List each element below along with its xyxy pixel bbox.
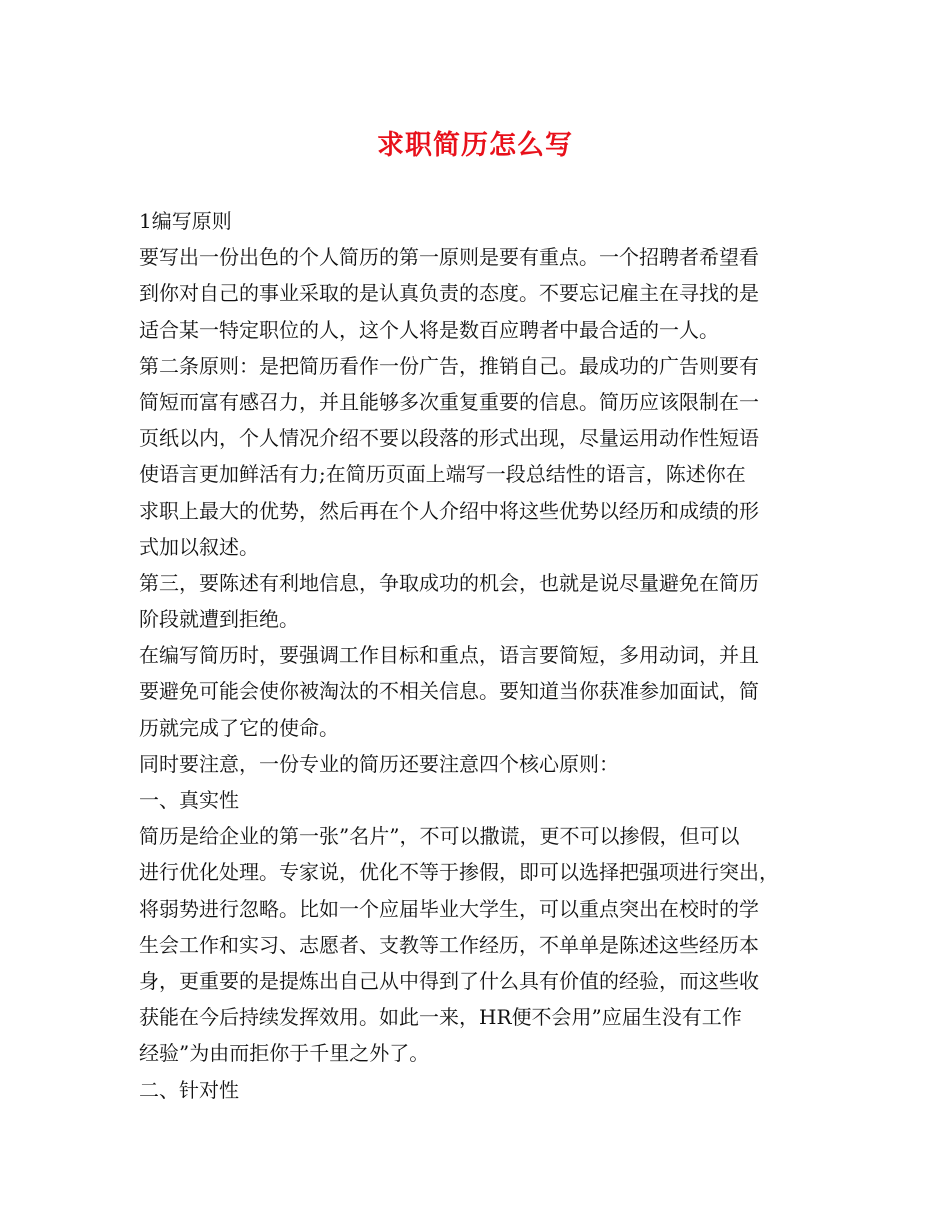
text-line: 要避免可能会使你被淘汰的不相关信息。要知道当你获准参加面试，简 [139,679,759,704]
text-line: 获能在今后持续发挥效用。如此一来，HR便不会用”应届生没有工作 [139,1005,742,1030]
text-line: 阶段就遭到拒绝。 [139,607,299,632]
text-line: 第三，要陈述有利地信息，争取成功的机会，也就是说尽量避免在简历 [139,570,759,595]
text-line: 到你对自己的事业采取的是认真负责的态度。不要忘记雇主在寻找的是 [139,281,759,306]
section-heading: 一、真实性 [139,788,239,812]
text-line: 1编写原则 [139,209,232,233]
text-line: 经验”为由而拒你于千里之外了。 [139,1041,430,1066]
text-line: 同时要注意，一份专业的简历还要注意四个核心原则： [139,751,619,776]
text-line: 页纸以内，个人情况介绍不要以段落的形式出现，尽量运用动作性短语 [139,426,759,451]
document-title: 求职简历怎么写 [377,130,573,161]
text-line: 将弱势进行忽略。比如一个应届毕业大学生，可以重点突出在校时的学 [139,896,759,921]
text-line: 第二条原则：是把简历看作一份广告，推销自己。最成功的广告则要有 [139,353,759,378]
text-line: 历就完成了它的使命。 [139,715,339,740]
text-line: 简短而富有感召力，并且能够多次重复重要的信息。简历应该限制在一 [139,389,759,414]
text-line: 式加以叙述。 [139,534,259,559]
text-line: 进行优化处理。专家说，优化不等于掺假，即可以选择把强项进行突出， [139,860,779,885]
text-line: 在编写简历时，要强调工作目标和重点，语言要简短，多用动词，并且 [139,643,759,668]
document-body [139,203,815,1108]
text-line: 生会工作和实习、志愿者、支教等工作经历，不单单是陈述这些经历本 [139,932,759,957]
text-line: 身，更重要的是提炼出自己从中得到了什么具有价值的经验，而这些收 [139,968,759,993]
text-line: 要写出一份出色的个人简历的第一原则是要有重点。一个招聘者希望看 [139,245,759,270]
text-line: 适合某一特定职位的人，这个人将是数百应聘者中最合适的一人。 [139,317,719,342]
text-line: 简历是给企业的第一张”名片”，不可以撒谎，更不可以掺假，但可以 [139,824,740,849]
section-heading: 二、针对性 [139,1077,239,1102]
text-line: 求职上最大的优势，然后再在个人介绍中将这些优势以经历和成绩的形 [139,498,759,523]
text-line: 使语言更加鲜活有力;在简历页面上端写一段总结性的语言，陈述你在 [139,462,746,487]
